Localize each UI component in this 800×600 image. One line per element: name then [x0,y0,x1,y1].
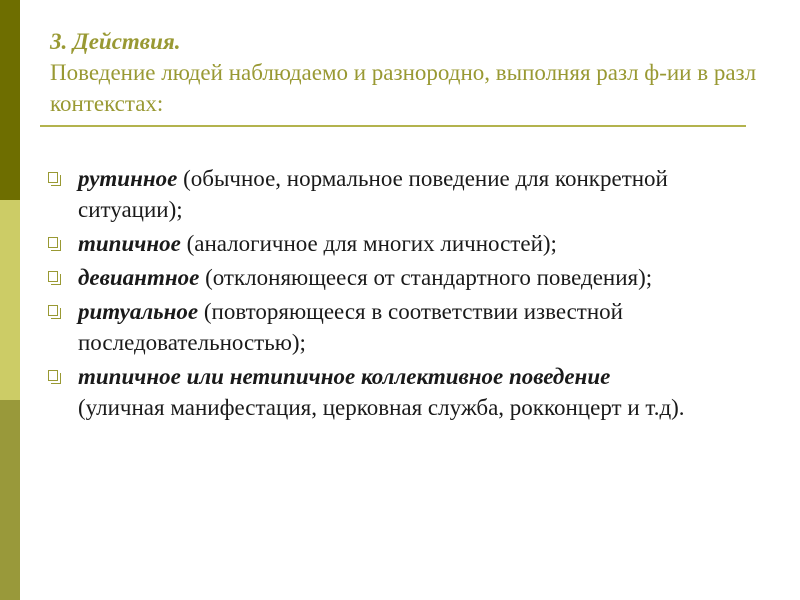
bullet-description: (повторяющееся в соответствии известной последовательностью); [78,299,623,355]
sidebar-segment-middle [0,200,20,400]
double-square-bullet-icon [48,237,58,248]
double-square-bullet-icon [48,370,58,381]
bullet-description: (обычное, нормальное поведение для конкретной ситуации); [78,166,668,222]
bullet-description: (аналогичное для многих личностей); [180,231,557,256]
bullet-description: (отклоняющееся от стандартного поведения); [199,265,653,290]
list-item [46,163,758,225]
bullet-term: рутинное [78,166,178,191]
bullet-term: ритуальное [78,299,199,324]
bullet-term: девиантное [78,265,200,290]
double-square-bullet-icon [48,172,58,183]
title-divider [40,125,746,127]
bullet-term: типичное [78,231,181,256]
double-square-bullet-icon [48,305,58,316]
double-square-bullet-icon [48,271,58,282]
list-item [46,262,758,293]
list-item [46,296,758,358]
bullet-term: типичное или нетипичное коллективное поведение [78,364,611,389]
bullet-description: (уличная манифестация, церковная служба, рокконцерт и т.д). [78,395,685,420]
bullet-list [46,163,758,426]
sidebar-segment-bottom [0,400,20,600]
title-text: Поведение людей наблюдаемо и разнородно, выполняя разл ф-ии в разл контекстах: [50,60,757,116]
title-number: 3. Действия. [50,29,181,54]
list-item [46,228,758,259]
sidebar-segment-top [0,0,20,200]
list-item [46,361,758,423]
slide-title [50,26,770,119]
